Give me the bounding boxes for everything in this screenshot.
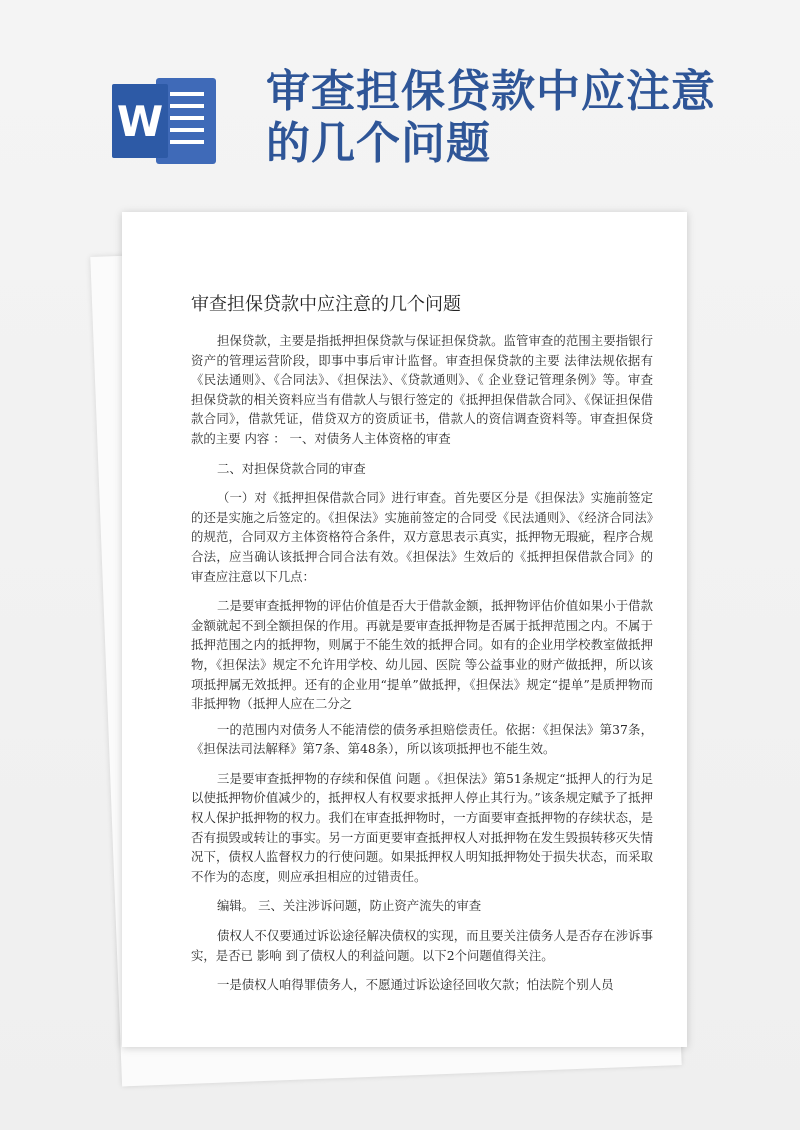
word-letter-badge: W [112,84,168,158]
word-document-icon [112,78,216,164]
document-body [191,331,653,1005]
paragraph: 一的范围内对债务人不能清偿的债务承担赔偿责任。依据：《担保法》第37条，《担保法司法解释》第7条、第48条），所以该项抵押也不能生效。 [191,721,653,757]
section-heading: 编辑。 三、关注涉诉问题，防止资产流失的审查 [217,898,482,914]
section-heading: 二、对担保贷款合同的审查 [217,460,366,476]
banner-title: 审查担保贷款中应注意的几个问题 [266,66,716,169]
paragraph: 三是要审查抵押物的存续和保值 问题 。《担保法》第51条规定“抵押人的行为足以使抵押物价值减少的，抵押权人有权要求抵押人停止其行为。”该条规定赋予了抵押权人保护抵押物的权力。我们在审查抵押物时，一方面要审查抵押物的存续状态，是否有损毁或转让的事实。另一方面更要审查抵押权人对抵押物在发生毁损转移灭失情况下，债权人监督权力的行使问题。如果抵押权人明知抵押物处于损失状态，而采取不作为的态度，则应承担相应的过错责任。 [191,770,653,884]
banner [0,0,800,200]
paragraph: （一）对《抵押担保借款合同》进行审查。首先要区分是《担保法》实施前签定的还是实施之后签定的。《担保法》实施前签定的合同受《民法通则》、《经济合同法》的规范，合同双方主体资格符合条件，双方意思表示真实，抵押物无瑕疵，程序合规合法，应当确认该抵押合同合法有效。《担保法》生效后的《抵押担保借款合同》的审查应注意以下几点： [191,490,653,584]
paragraph: 担保贷款，主要是指抵押担保贷款与保证担保贷款。监管审查的范围主要指银行资产的管理运营阶段，即事中事后审计监督。审查担保贷款的主要 法律法规依据有《民法通则》、《合同法》、《担保法》、《贷款通则》、《 企业登记管理条例》等。审查担保贷款的相关资料应当有借款人与银行签定的《抵押担保借款合同》、《保证担保借款合同》，借款凭证，借贷双方的资质证书，借款人的资信调查资料等。审查担保贷款的主要 内容 ： 一、对债务人主体资格的审查 [191,333,653,446]
document-page [122,212,687,1047]
paragraph: 债权人不仅要通过诉讼途径解决债权的实现，而且要关注债务人是否存在涉诉事实，是否已 影响 到了债权人的利益问题。以下2个问题值得关注。 [191,928,653,963]
paragraph: 一是债权人咱得罪债务人，不愿通过诉讼途径回收欠款；怕法院个别人员 [217,977,614,993]
document-title: 审查担保贷款中应注意的几个问题 [191,294,461,315]
paragraph: 二是要审查抵押物的评估价值是否大于借款金额，抵押物评估价值如果小于借款金额就起不到全额担保的作用。再就是要审查抵押物是否属于抵押范围之内。不属于抵押范围之内的抵押物，则属于不能生效的抵押合同。如有的企业用学校教室做抵押物，《担保法》规定不允许用学校、幼儿园、医院 等公益事业的财产做抵押，所以该项抵押属无效抵押。还有的企业用“提单”做抵押，《担保法》规定“提单”是质押物而非抵押物（抵押人应在二分之 [191,598,653,712]
